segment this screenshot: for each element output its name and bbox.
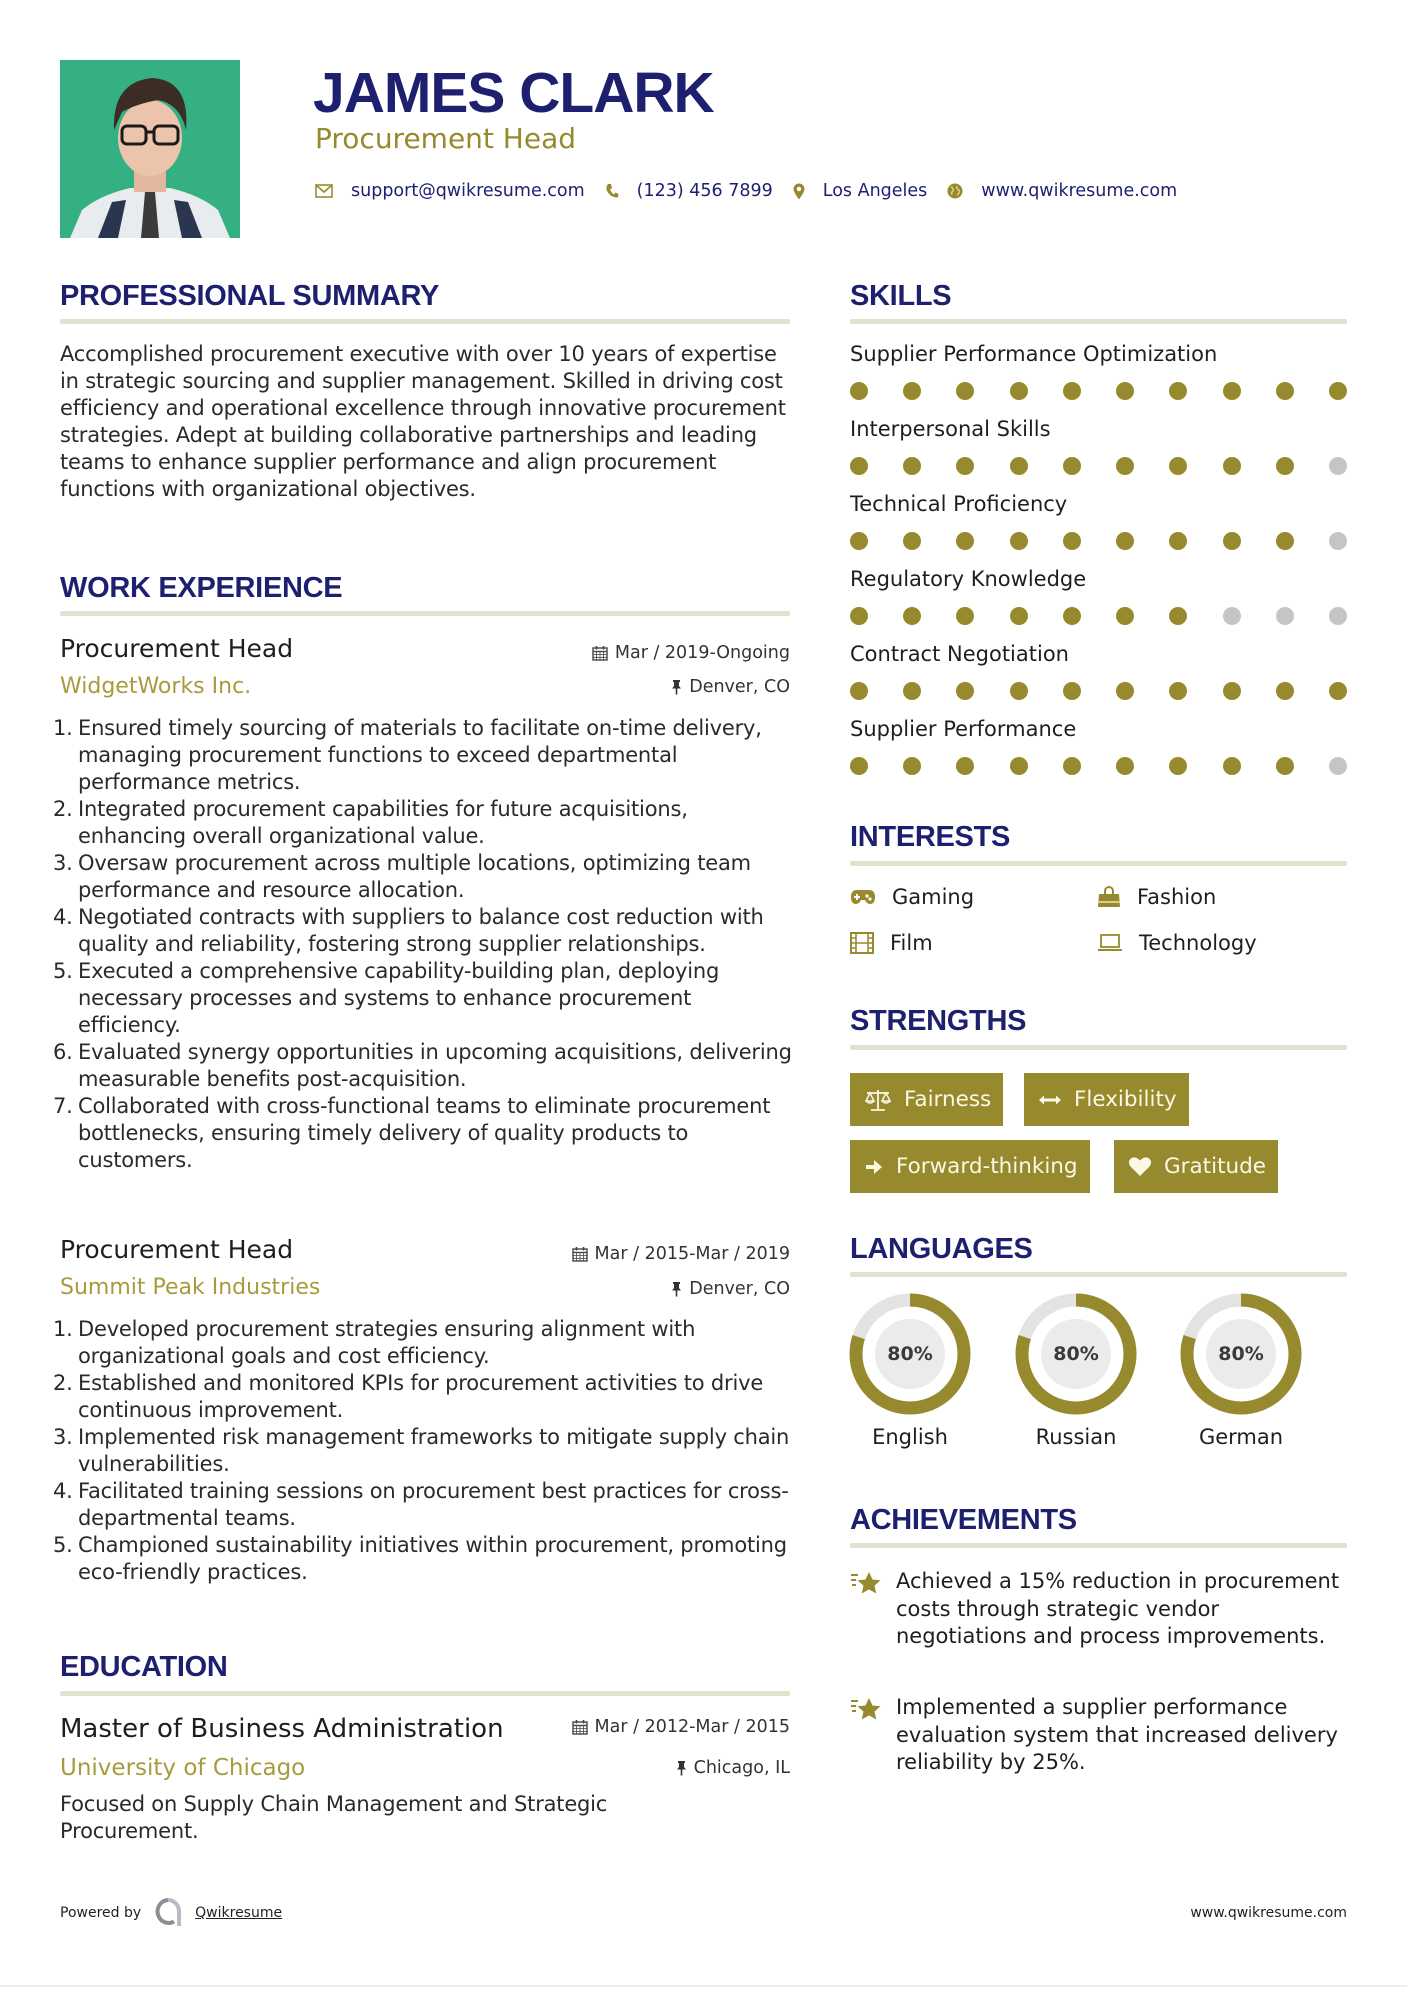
rating-dot-filled bbox=[956, 532, 974, 550]
powered-by-label: Powered by bbox=[60, 1905, 142, 1921]
footer-website[interactable]: www.qwikresume.com bbox=[1190, 1905, 1347, 1921]
rating-dot-filled bbox=[1169, 607, 1187, 625]
bullet-item: 1. Developed procurement strategies ensuring alignment with organizational goals and cost efficiency. bbox=[53, 1317, 696, 1368]
candidate-name: JAMES CLARK bbox=[313, 61, 714, 125]
bullet-item: 4. Facilitated training sessions on procurement best practices for cross-departmental teams. bbox=[53, 1479, 789, 1530]
school-name: University of Chicago bbox=[60, 1755, 306, 1781]
profile-photo bbox=[60, 60, 240, 238]
interest-gaming bbox=[850, 882, 974, 912]
rating-dot-empty bbox=[1329, 457, 1347, 475]
section-divider bbox=[850, 1272, 1347, 1277]
map-pin-icon bbox=[793, 183, 805, 200]
calendar-icon bbox=[572, 1719, 588, 1735]
skill-name: Contract Negotiation bbox=[850, 642, 1069, 666]
rating-dot-filled bbox=[850, 382, 868, 400]
shopping-bag-icon bbox=[1097, 886, 1121, 908]
section-divider bbox=[850, 1045, 1347, 1050]
achievement-item bbox=[850, 1568, 1347, 1651]
section-divider bbox=[60, 1691, 790, 1696]
job-role: Procurement Head bbox=[60, 1235, 294, 1264]
rating-dot-filled bbox=[1010, 607, 1028, 625]
balance-scale-icon bbox=[864, 1088, 892, 1112]
film-icon bbox=[850, 932, 874, 954]
section-divider bbox=[850, 861, 1347, 866]
rating-dot-filled bbox=[1169, 382, 1187, 400]
language-item bbox=[1015, 1293, 1137, 1451]
rating-dot-filled bbox=[850, 757, 868, 775]
heart-icon bbox=[1128, 1156, 1152, 1177]
rating-dot-filled bbox=[903, 382, 921, 400]
language-percent: 80% bbox=[1206, 1319, 1276, 1389]
bullet-item: 4. Negotiated contracts with suppliers to balance cost reduction with quality and reliability, fostering strong supplier relationships. bbox=[53, 905, 764, 956]
achievement-text: Implemented a supplier performance evaluation system that increased delivery reliability by 25%. bbox=[896, 1695, 1338, 1774]
language-name: English bbox=[872, 1425, 948, 1449]
bullet-item: 3. Implemented risk management frameworks to mitigate supply chain vulnerabilities. bbox=[53, 1425, 790, 1476]
pushpin-icon bbox=[671, 679, 682, 695]
rating-dot-filled bbox=[1223, 457, 1241, 475]
job-dates bbox=[572, 1242, 790, 1266]
rating-dot-filled bbox=[1010, 682, 1028, 700]
rating-dot-empty bbox=[1223, 607, 1241, 625]
education-location bbox=[676, 1756, 790, 1780]
strength-label: Fairness bbox=[904, 1087, 992, 1112]
skill-rating bbox=[850, 456, 1347, 476]
rating-dot-filled bbox=[1010, 457, 1028, 475]
section-heading-interests: INTERESTS bbox=[850, 821, 1011, 853]
rating-dot-filled bbox=[1223, 757, 1241, 775]
section-heading-education: EDUCATION bbox=[60, 1651, 228, 1683]
achievement-text: Achieved a 15% reduction in procurement costs through strategic vendor negotiations and process improvements. bbox=[896, 1569, 1340, 1648]
rating-dot-filled bbox=[1063, 682, 1081, 700]
rating-dot-filled bbox=[903, 682, 921, 700]
envelope-icon bbox=[315, 184, 333, 198]
rating-dot-filled bbox=[1169, 682, 1187, 700]
rating-dot-filled bbox=[850, 682, 868, 700]
rating-dot-filled bbox=[903, 532, 921, 550]
skill-rating bbox=[850, 606, 1347, 626]
language-name: German bbox=[1198, 1425, 1284, 1449]
section-heading-strengths: STRENGTHS bbox=[850, 1005, 1027, 1037]
language-item bbox=[849, 1293, 971, 1451]
rating-dot-filled bbox=[1169, 457, 1187, 475]
rating-dot-filled bbox=[903, 757, 921, 775]
rating-dot-filled bbox=[1329, 682, 1347, 700]
globe-icon bbox=[947, 183, 963, 199]
phone-text: (123) 456 7899 bbox=[636, 181, 773, 201]
rating-dot-filled bbox=[1116, 607, 1134, 625]
rating-dot-filled bbox=[1116, 757, 1134, 775]
section-heading-skills: SKILLS bbox=[850, 280, 952, 312]
language-item bbox=[1180, 1293, 1302, 1451]
gamepad-icon bbox=[850, 889, 876, 905]
strength-tag-gratitude bbox=[1114, 1140, 1278, 1193]
rating-dot-filled bbox=[1116, 532, 1134, 550]
strength-label: Gratitude bbox=[1164, 1154, 1267, 1179]
phone-icon bbox=[605, 183, 619, 199]
job-company: WidgetWorks Inc. bbox=[60, 674, 252, 699]
rating-dot-filled bbox=[1276, 757, 1294, 775]
rating-dot-filled bbox=[1063, 757, 1081, 775]
rating-dot-filled bbox=[903, 607, 921, 625]
contact-website[interactable] bbox=[947, 181, 1177, 201]
rating-dot-filled bbox=[1329, 382, 1347, 400]
qwikresume-logo-icon bbox=[155, 1898, 181, 1928]
pushpin-icon bbox=[676, 1760, 687, 1776]
achievement-item bbox=[850, 1694, 1347, 1777]
rating-dot-filled bbox=[850, 532, 868, 550]
skill-name: Interpersonal Skills bbox=[850, 417, 1051, 441]
rating-dot-filled bbox=[1063, 457, 1081, 475]
contact-email[interactable] bbox=[315, 181, 585, 201]
rating-dot-filled bbox=[1116, 457, 1134, 475]
job-location-text: Denver, CO bbox=[689, 1279, 790, 1299]
interest-label: Film bbox=[890, 931, 933, 955]
strength-tag-forward-thinking bbox=[850, 1140, 1090, 1193]
language-progress-ring bbox=[1015, 1293, 1137, 1415]
interest-label: Technology bbox=[1139, 931, 1257, 955]
rating-dot-filled bbox=[1063, 382, 1081, 400]
contact-location bbox=[793, 181, 928, 201]
language-progress-ring bbox=[1180, 1293, 1302, 1415]
pushpin-icon bbox=[671, 1281, 682, 1297]
summary-text: Accomplished procurement executive with over 10 years of expertise in strategic sourcing and supplier management. Skilled in driving cost efficiency and operational excellence through innovative procurement strategies. Adept at building collaborative partnerships and leading teams to enhance supplier performance and align procurement functions with organizational objectives. bbox=[60, 342, 786, 501]
email-text: support@qwikresume.com bbox=[351, 181, 585, 201]
skill-name: Supplier Performance bbox=[850, 717, 1077, 741]
skill-rating bbox=[850, 381, 1347, 401]
contact-bar bbox=[315, 178, 1197, 204]
bullet-item: 1. Ensured timely sourcing of materials to facilitate on-time delivery, managing procurement functions to exceed departmental performance metrics. bbox=[53, 716, 762, 794]
footer-powered-by bbox=[60, 1898, 282, 1928]
job-dates bbox=[592, 641, 790, 665]
arrows-horizontal-icon bbox=[1038, 1094, 1062, 1106]
bullet-item: 2. Integrated procurement capabilities for future acquisitions, enhancing overall organizational value. bbox=[53, 797, 688, 848]
job-bullets bbox=[53, 715, 793, 1174]
interest-technology bbox=[1097, 928, 1257, 958]
rating-dot-filled bbox=[1116, 382, 1134, 400]
job-location bbox=[671, 675, 790, 699]
rating-dot-filled bbox=[956, 607, 974, 625]
section-heading-experience: WORK EXPERIENCE bbox=[60, 572, 343, 604]
bullet-item: 5. Championed sustainability initiatives within procurement, promoting eco-friendly practices. bbox=[53, 1533, 787, 1584]
rating-dot-filled bbox=[1276, 682, 1294, 700]
language-name: Russian bbox=[1035, 1425, 1117, 1449]
rating-dot-filled bbox=[1169, 532, 1187, 550]
avatar-illustration bbox=[60, 60, 240, 238]
candidate-title: Procurement Head bbox=[315, 122, 577, 155]
rating-dot-filled bbox=[850, 607, 868, 625]
job-dates-text: Mar / 2015-Mar / 2019 bbox=[594, 1244, 790, 1264]
location-text: Los Angeles bbox=[822, 181, 928, 201]
job-bullets bbox=[53, 1316, 793, 1586]
strength-tag-flexibility bbox=[1024, 1073, 1189, 1126]
skill-rating bbox=[850, 681, 1347, 701]
rating-dot-empty bbox=[1329, 532, 1347, 550]
rating-dot-empty bbox=[1329, 607, 1347, 625]
page-bottom-edge bbox=[0, 1985, 1407, 1987]
website-text: www.qwikresume.com bbox=[981, 181, 1178, 201]
strength-label: Flexibility bbox=[1074, 1087, 1177, 1112]
language-percent: 80% bbox=[875, 1319, 945, 1389]
skill-name: Regulatory Knowledge bbox=[850, 567, 1087, 591]
strength-label: Forward-thinking bbox=[896, 1154, 1078, 1179]
rating-dot-filled bbox=[1223, 682, 1241, 700]
job-location bbox=[671, 1277, 790, 1301]
section-heading-languages: LANGUAGES bbox=[850, 1233, 1033, 1265]
skill-name: Technical Proficiency bbox=[850, 492, 1068, 516]
education-description: Focused on Supply Chain Management and Strategic Procurement. bbox=[60, 1792, 608, 1843]
arrow-right-icon bbox=[864, 1157, 884, 1177]
rating-dot-filled bbox=[1276, 532, 1294, 550]
language-percent: 80% bbox=[1041, 1319, 1111, 1389]
interest-film bbox=[850, 928, 933, 958]
rating-dot-filled bbox=[903, 457, 921, 475]
rating-dot-filled bbox=[1276, 457, 1294, 475]
bullet-item: 6. Evaluated synergy opportunities in upcoming acquisitions, delivering measurable benefits post-acquisition. bbox=[53, 1040, 792, 1091]
rating-dot-filled bbox=[1223, 532, 1241, 550]
job-company: Summit Peak Industries bbox=[60, 1275, 321, 1300]
rating-dot-empty bbox=[1276, 607, 1294, 625]
rating-dot-filled bbox=[956, 382, 974, 400]
job-role: Procurement Head bbox=[60, 634, 294, 663]
rating-dot-filled bbox=[1223, 382, 1241, 400]
interest-label: Fashion bbox=[1137, 885, 1217, 909]
contact-phone[interactable] bbox=[605, 181, 773, 201]
rating-dot-filled bbox=[1169, 757, 1187, 775]
rating-dot-filled bbox=[1010, 757, 1028, 775]
rating-dot-filled bbox=[956, 682, 974, 700]
section-heading-summary: PROFESSIONAL SUMMARY bbox=[60, 280, 440, 312]
education-dates-text: Mar / 2012-Mar / 2015 bbox=[594, 1717, 790, 1737]
rating-dot-filled bbox=[956, 457, 974, 475]
section-divider bbox=[60, 319, 790, 324]
bullet-item: 7. Collaborated with cross-functional teams to eliminate procurement bottlenecks, ensuring timely delivery of quality products to customers. bbox=[53, 1094, 771, 1172]
star-achievement-icon bbox=[850, 1696, 882, 1722]
bullet-item: 5. Executed a comprehensive capability-building plan, deploying necessary processes and systems to enhance procurement efficiency. bbox=[53, 959, 720, 1037]
star-achievement-icon bbox=[850, 1570, 882, 1596]
rating-dot-filled bbox=[1010, 382, 1028, 400]
rating-dot-filled bbox=[850, 457, 868, 475]
language-progress-ring bbox=[849, 1293, 971, 1415]
rating-dot-filled bbox=[1010, 532, 1028, 550]
calendar-icon bbox=[572, 1246, 588, 1262]
rating-dot-filled bbox=[956, 757, 974, 775]
section-divider bbox=[60, 611, 790, 616]
rating-dot-filled bbox=[1276, 382, 1294, 400]
skill-rating bbox=[850, 531, 1347, 551]
degree-name: Master of Business Administration bbox=[60, 1714, 504, 1744]
laptop-icon bbox=[1097, 934, 1123, 952]
rating-dot-filled bbox=[1116, 682, 1134, 700]
calendar-icon bbox=[592, 645, 608, 661]
skill-rating bbox=[850, 756, 1347, 776]
education-dates bbox=[572, 1715, 790, 1739]
interest-label: Gaming bbox=[892, 885, 975, 909]
rating-dot-filled bbox=[1063, 607, 1081, 625]
skill-name: Supplier Performance Optimization bbox=[850, 342, 1218, 366]
section-divider bbox=[850, 1543, 1347, 1548]
job-location-text: Denver, CO bbox=[689, 677, 790, 697]
bullet-item: 2. Established and monitored KPIs for procurement activities to drive continuous improvement. bbox=[53, 1371, 764, 1422]
section-heading-achievements: ACHIEVEMENTS bbox=[850, 1504, 1077, 1536]
job-dates-text: Mar / 2019-Ongoing bbox=[614, 643, 790, 663]
bullet-item: 3. Oversaw procurement across multiple locations, optimizing team performance and resource allocation. bbox=[53, 851, 751, 902]
qwikresume-link[interactable]: Qwikresume bbox=[195, 1905, 283, 1921]
rating-dot-empty bbox=[1329, 757, 1347, 775]
strength-tag-fairness bbox=[850, 1073, 1003, 1126]
education-location-text: Chicago, IL bbox=[693, 1758, 790, 1778]
section-divider bbox=[850, 319, 1347, 324]
rating-dot-filled bbox=[1063, 532, 1081, 550]
interest-fashion bbox=[1097, 882, 1216, 912]
